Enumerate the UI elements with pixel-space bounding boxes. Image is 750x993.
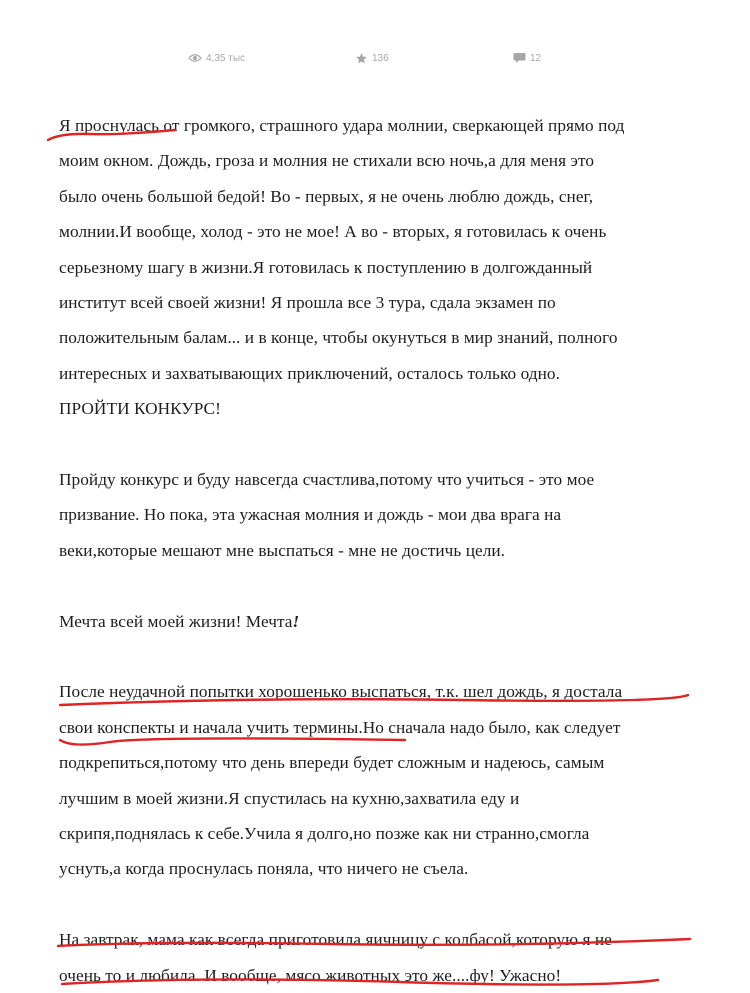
story-paragraph-3-exclamation: !	[292, 611, 300, 631]
story-paragraph-5: На завтрак, мама как всегда приготовила яичницу с колбасой,которую я не очень то и любила. И вообще, мясо животных это же....фу! Ужасно!	[59, 930, 612, 985]
story-text	[59, 108, 719, 993]
rating-count: 136	[372, 52, 389, 64]
comment-icon[interactable]	[513, 52, 526, 64]
comments-count: 12	[530, 52, 542, 64]
rating-stat[interactable]	[355, 49, 389, 67]
eye-icon	[188, 53, 202, 63]
views-count: 4,35 тыс	[206, 52, 246, 64]
story-paragraph-2: Пройду конкурс и буду навсегда счастлива,потому что учиться - это мое призвание. Но пока, эта ужасная молния и дождь - мои два врага на веки,которые мешают мне выспаться - мне не достичь цели.	[59, 470, 595, 560]
star-icon[interactable]	[355, 52, 368, 65]
story-paragraph-3	[59, 604, 719, 639]
story-paragraph-3-text: Мечта всей моей жизни! Мечта	[59, 611, 293, 631]
story-paragraph-4: После неудачной попытки хорошенько выспаться, т.к. шел дождь, я достала свои конспекты и начала учить термины.Но сначала надо было, как следует подкрепиться,потому что день впереди будет сложным и надеюсь, самым лучшим в моей жизни.Я спустилась на кухню,захватила еду и скрипя,поднялась к себе.Учила я долго,но позже как ни странно,смогла уснуть,а когда проснулась поняла, что ничего не съела.	[59, 682, 623, 879]
story-paragraph-1: Я проснулась от громкого, страшного удара молнии, сверкающей прямо под моим окном. Дождь, гроза и молния не стихали всю ночь,а для меня это было очень большой бедой! Во - первых, я не очень люблю дождь, снег, молнии.И вообще, холод - это не мое! А во - вторых, я готовилась к очень серьезному шагу в жизни.Я готовилась к поступлению в долгожданный институт всей своей жизни! Я прошла все 3 тура, сдала экзамен по положительным балам... и в конце, чтобы окунуться в мир знаний, полного интересных и захватывающих приключений, осталось только одно. ПРОЙТИ КОНКУРС!	[59, 116, 625, 419]
story-stats-bar	[0, 49, 750, 67]
views-stat	[188, 49, 245, 67]
comments-stat[interactable]	[513, 49, 541, 67]
